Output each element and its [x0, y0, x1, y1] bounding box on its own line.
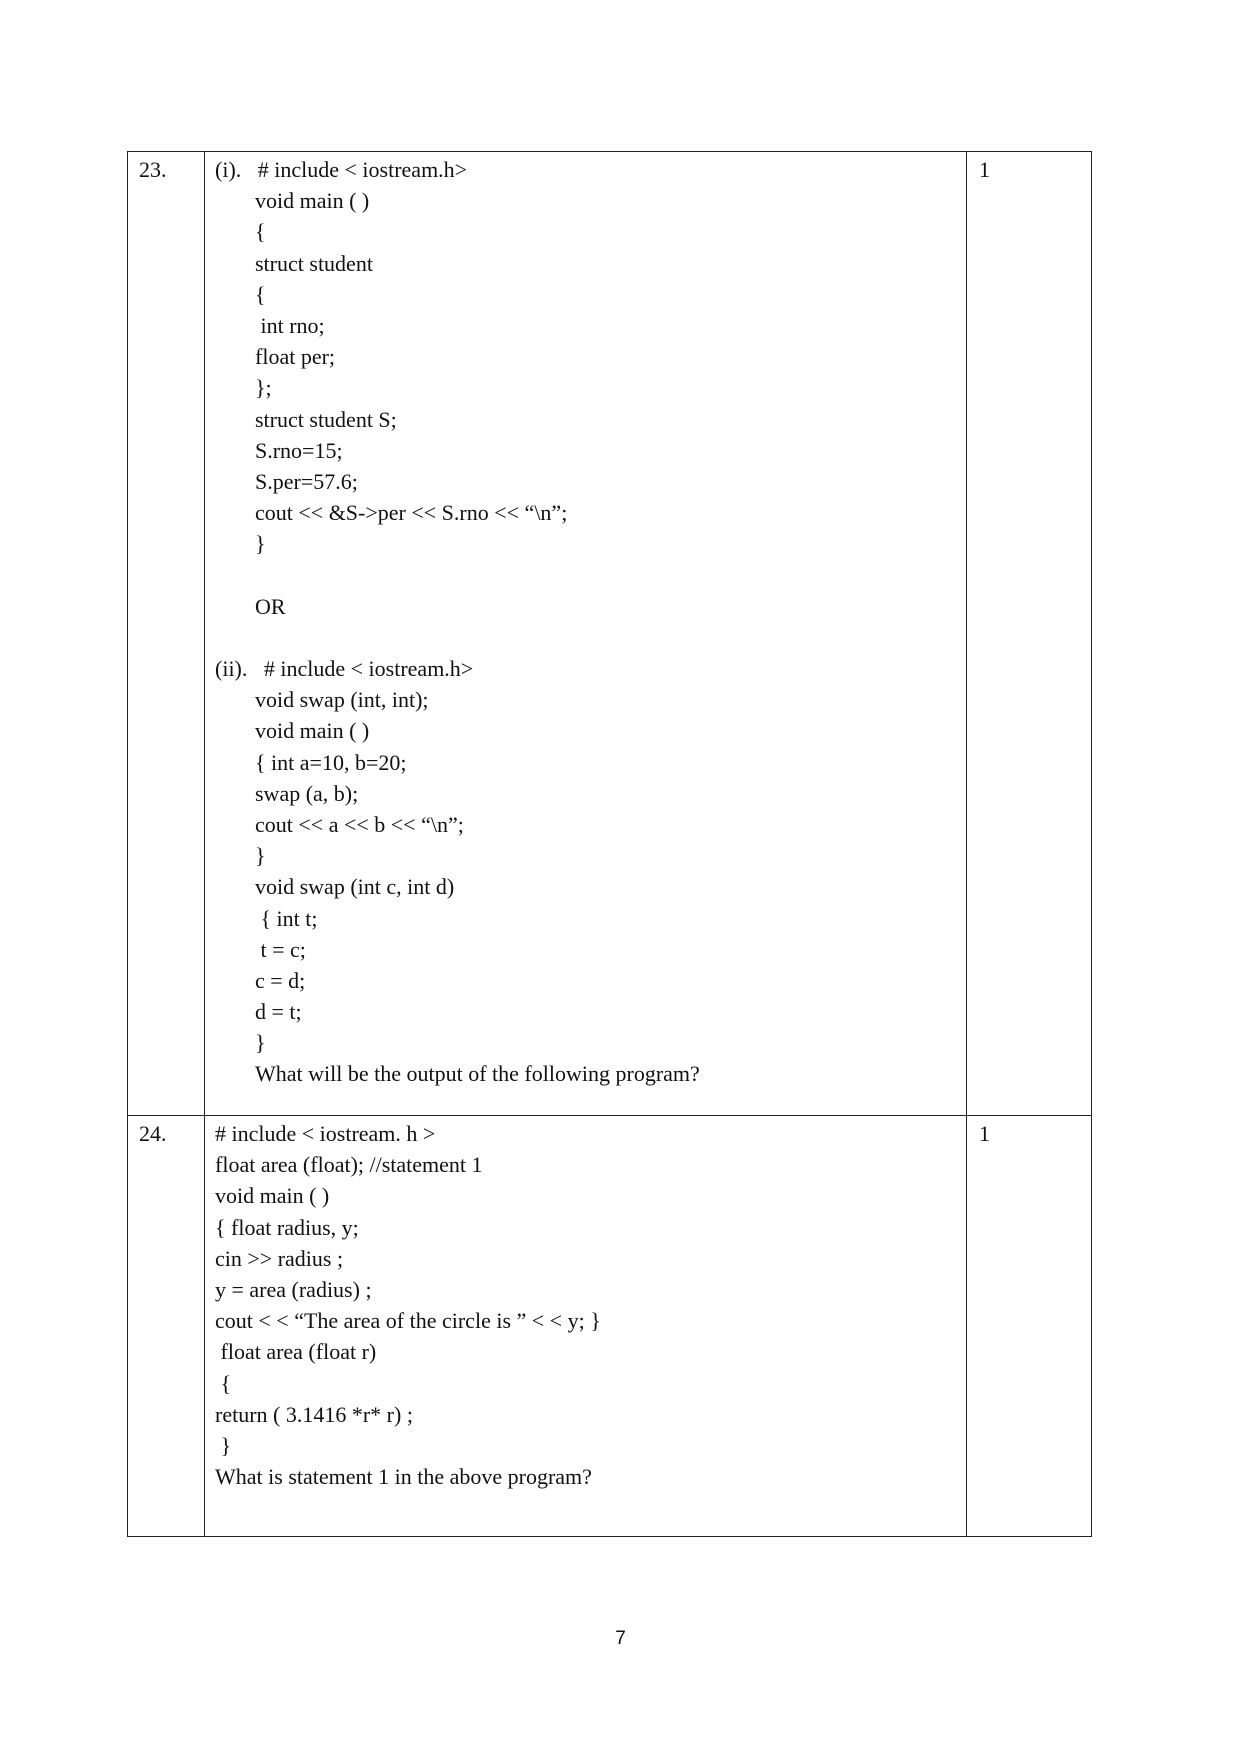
question-content-cell: [205, 152, 967, 1116]
blank-line: [215, 559, 966, 590]
part-i-first-line: [215, 154, 966, 185]
code-line: d = t;: [255, 999, 302, 1025]
page-number: 7: [615, 1628, 626, 1649]
question-number: 23.: [139, 157, 167, 182]
code-line: int rno;: [255, 312, 325, 338]
code-line: cout << &S->per << S.rno << “\n”;: [255, 500, 568, 526]
code-line: struct student S;: [255, 406, 397, 432]
code-line: y = area (radius) ;: [215, 1276, 372, 1302]
code-line: cout < < “The area of the circle is ” < < y; }: [215, 1308, 601, 1334]
question-content-cell: [205, 1116, 967, 1537]
code-line: }: [255, 531, 266, 557]
code-line: void swap (int, int);: [255, 687, 429, 713]
code-line: return ( 3.1416 *r* r) ;: [215, 1401, 413, 1427]
code-line: void main ( ): [255, 718, 370, 744]
code-line: S.rno=15;: [255, 437, 343, 463]
code-line: }: [255, 843, 266, 869]
code-line: cout << a << b << “\n”;: [255, 811, 464, 837]
code-line: {: [255, 219, 266, 245]
part-ii-label: (ii).: [215, 656, 248, 681]
question-row-23: [128, 152, 1092, 1116]
question-23-content: [205, 152, 966, 1090]
code-line: }: [215, 1432, 232, 1458]
code-line: cin >> radius ;: [215, 1245, 344, 1271]
question-number-cell: [128, 152, 205, 1116]
question-prompt: What is statement 1 in the above program?: [215, 1464, 592, 1490]
code-line: S.per=57.6;: [255, 468, 358, 494]
code-line: { int a=10, b=20;: [255, 749, 407, 775]
question-table: [127, 151, 1092, 1537]
or-separator: OR: [255, 593, 286, 619]
marks-value: 1: [979, 157, 990, 182]
code-line: {: [255, 281, 266, 307]
code-line: swap (a, b);: [255, 780, 359, 806]
part-i-label: (i).: [215, 157, 242, 182]
question-prompt: What will be the output of the following program?: [255, 1061, 700, 1087]
code-line: t = c;: [255, 936, 306, 962]
code-line: # include < iostream.h>: [257, 157, 468, 182]
marks-value: 1: [979, 1121, 990, 1146]
question-number: 24.: [139, 1121, 167, 1146]
question-number-cell: [128, 1116, 205, 1537]
code-line: }: [255, 1030, 266, 1056]
marks-cell: [967, 152, 1092, 1116]
code-line: struct student: [255, 250, 373, 276]
code-line: { float radius, y;: [215, 1214, 359, 1240]
code-line: # include < iostream. h >: [215, 1121, 436, 1146]
code-line: float area (float r): [215, 1339, 377, 1365]
code-line: };: [255, 375, 272, 401]
code-line: void swap (int c, int d): [255, 874, 455, 900]
question-row-24: [128, 1116, 1092, 1537]
code-line: void main ( ): [255, 188, 370, 214]
code-line: # include < iostream.h>: [263, 656, 474, 681]
code-line: void main ( ): [215, 1183, 330, 1209]
code-line: { int t;: [255, 905, 318, 931]
question-24-content: [205, 1116, 966, 1492]
code-line: float area (float); //statement 1: [215, 1152, 483, 1178]
code-line: {: [215, 1370, 232, 1396]
code-line: float per;: [255, 344, 336, 370]
marks-cell: [967, 1116, 1092, 1537]
part-ii-first-line: [215, 653, 966, 684]
code-line: c = d;: [255, 967, 306, 993]
blank-line: [215, 622, 966, 653]
